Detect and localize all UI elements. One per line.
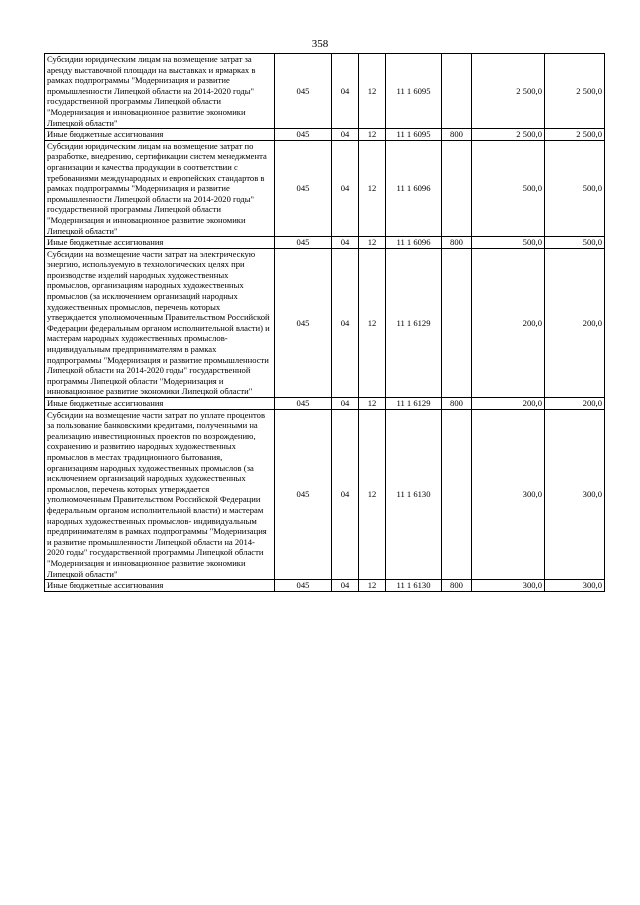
expense-type bbox=[442, 140, 472, 236]
amount-second: 200,0 bbox=[545, 248, 605, 397]
subsection-code: 12 bbox=[359, 409, 386, 580]
expense-type: 800 bbox=[442, 398, 472, 410]
ministry-code: 045 bbox=[275, 129, 332, 141]
section-code: 04 bbox=[332, 237, 359, 249]
amount-first: 2 500,0 bbox=[472, 54, 545, 129]
table-row bbox=[45, 129, 605, 141]
amount-first: 300,0 bbox=[472, 580, 545, 592]
ministry-code: 045 bbox=[275, 580, 332, 592]
subsection-code: 12 bbox=[359, 248, 386, 397]
amount-first: 2 500,0 bbox=[472, 129, 545, 141]
section-code: 04 bbox=[332, 248, 359, 397]
amount-first: 500,0 bbox=[472, 237, 545, 249]
row-description: Иные бюджетные ассигнования bbox=[45, 580, 275, 592]
expense-type: 800 bbox=[442, 580, 472, 592]
section-code: 04 bbox=[332, 140, 359, 236]
target-article: 11 1 6130 bbox=[386, 580, 442, 592]
section-code: 04 bbox=[332, 398, 359, 410]
amount-first: 200,0 bbox=[472, 398, 545, 410]
ministry-code: 045 bbox=[275, 237, 332, 249]
ministry-code: 045 bbox=[275, 54, 332, 129]
ministry-code: 045 bbox=[275, 409, 332, 580]
subsection-code: 12 bbox=[359, 129, 386, 141]
row-description: Субсидии юридическим лицам на возмещение затрат за аренду выставочной площади на выставках и ярмарках в рамках подпрограммы "Модернизация и развитие промышленности Липецкой области на 2014-2020 годы" государственной программы Липецкой области "Модернизация и инновационное развитие экономики Липецкой области" bbox=[45, 54, 275, 129]
row-description: Субсидии на возмещение части затрат по уплате процентов за пользование банковскими кредитами, полученными на реализацию инвестиционных проектов по возрождению, сохранению и развитию народных художественных промыслов в местах традиционного бытования, организациям народных художественных промыслов (за исключением организаций народных художественных промыслов, перечень которых утверждается уполномоченным Правительством Российской Федерации федеральным органом исполнительной власти) и мастерам народных художественных промыслов- индивидуальным предпринимателям в рамках подпрограммы "Модернизация и развитие промышленности Липецкой области на 2014-2020 годы" государственной программы Липецкой области "Модернизация и инновационное развитие экономики Липецкой области" bbox=[45, 409, 275, 580]
subsection-code: 12 bbox=[359, 398, 386, 410]
subsection-code: 12 bbox=[359, 580, 386, 592]
table-row bbox=[45, 140, 605, 236]
amount-second: 2 500,0 bbox=[545, 129, 605, 141]
target-article: 11 1 6095 bbox=[386, 129, 442, 141]
table-row bbox=[45, 409, 605, 580]
row-description: Иные бюджетные ассигнования bbox=[45, 398, 275, 410]
page-number: 358 bbox=[311, 38, 329, 50]
section-code: 04 bbox=[332, 54, 359, 129]
expense-type: 800 bbox=[442, 129, 472, 141]
row-description: Иные бюджетные ассигнования bbox=[45, 237, 275, 249]
ministry-code: 045 bbox=[275, 140, 332, 236]
subsection-code: 12 bbox=[359, 54, 386, 129]
row-description: Иные бюджетные ассигнования bbox=[45, 129, 275, 141]
target-article: 11 1 6095 bbox=[386, 54, 442, 129]
section-code: 04 bbox=[332, 580, 359, 592]
amount-second: 2 500,0 bbox=[545, 54, 605, 129]
subsection-code: 12 bbox=[359, 140, 386, 236]
section-code: 04 bbox=[332, 129, 359, 141]
target-article: 11 1 6096 bbox=[386, 237, 442, 249]
amount-first: 300,0 bbox=[472, 409, 545, 580]
target-article: 11 1 6129 bbox=[386, 248, 442, 397]
table-row bbox=[45, 54, 605, 129]
table-row bbox=[45, 237, 605, 249]
row-description: Субсидии юридическим лицам на возмещение затрат по разработке, внедрению, сертификации систем менеджмента организации и качества продукции в соответствии с требованиями международных и европейских стандартов в рамках подпрограммы "Модернизация и развитие промышленности Липецкой области на 2014-2020 годы" государственной программы Липецкой области "Модернизация и инновационное развитие экономики Липецкой области" bbox=[45, 140, 275, 236]
subsection-code: 12 bbox=[359, 237, 386, 249]
amount-first: 200,0 bbox=[472, 248, 545, 397]
budget-table bbox=[44, 53, 605, 592]
expense-type: 800 bbox=[442, 237, 472, 249]
expense-type bbox=[442, 54, 472, 129]
row-description: Субсидии на возмещение части затрат на электрическую энергию, используемую в технологических целях при производстве изделий народных художественных промыслов, организациям народных художественных промыслов (за исключением организаций народных художественных промыслов, перечень которых утверждается уполномоченным Правительством Российской Федерации федеральным органом исполнительной власти) и мастерам народных художественных промыслов- индивидуальным предпринимателям в рамках подпрограммы "Модернизация и развитие промышленности Липецкой области на 2014-2020 годы" государственной программы Липецкой области "Модернизация и инновационное развитие экономики Липецкой области" bbox=[45, 248, 275, 397]
amount-second: 500,0 bbox=[545, 140, 605, 236]
amount-second: 300,0 bbox=[545, 409, 605, 580]
section-code: 04 bbox=[332, 409, 359, 580]
expense-type bbox=[442, 248, 472, 397]
amount-second: 300,0 bbox=[545, 580, 605, 592]
table-row bbox=[45, 248, 605, 397]
target-article: 11 1 6130 bbox=[386, 409, 442, 580]
ministry-code: 045 bbox=[275, 248, 332, 397]
target-article: 11 1 6129 bbox=[386, 398, 442, 410]
table-row bbox=[45, 580, 605, 592]
amount-first: 500,0 bbox=[472, 140, 545, 236]
table-row bbox=[45, 398, 605, 410]
ministry-code: 045 bbox=[275, 398, 332, 410]
amount-second: 200,0 bbox=[545, 398, 605, 410]
target-article: 11 1 6096 bbox=[386, 140, 442, 236]
expense-type bbox=[442, 409, 472, 580]
amount-second: 500,0 bbox=[545, 237, 605, 249]
